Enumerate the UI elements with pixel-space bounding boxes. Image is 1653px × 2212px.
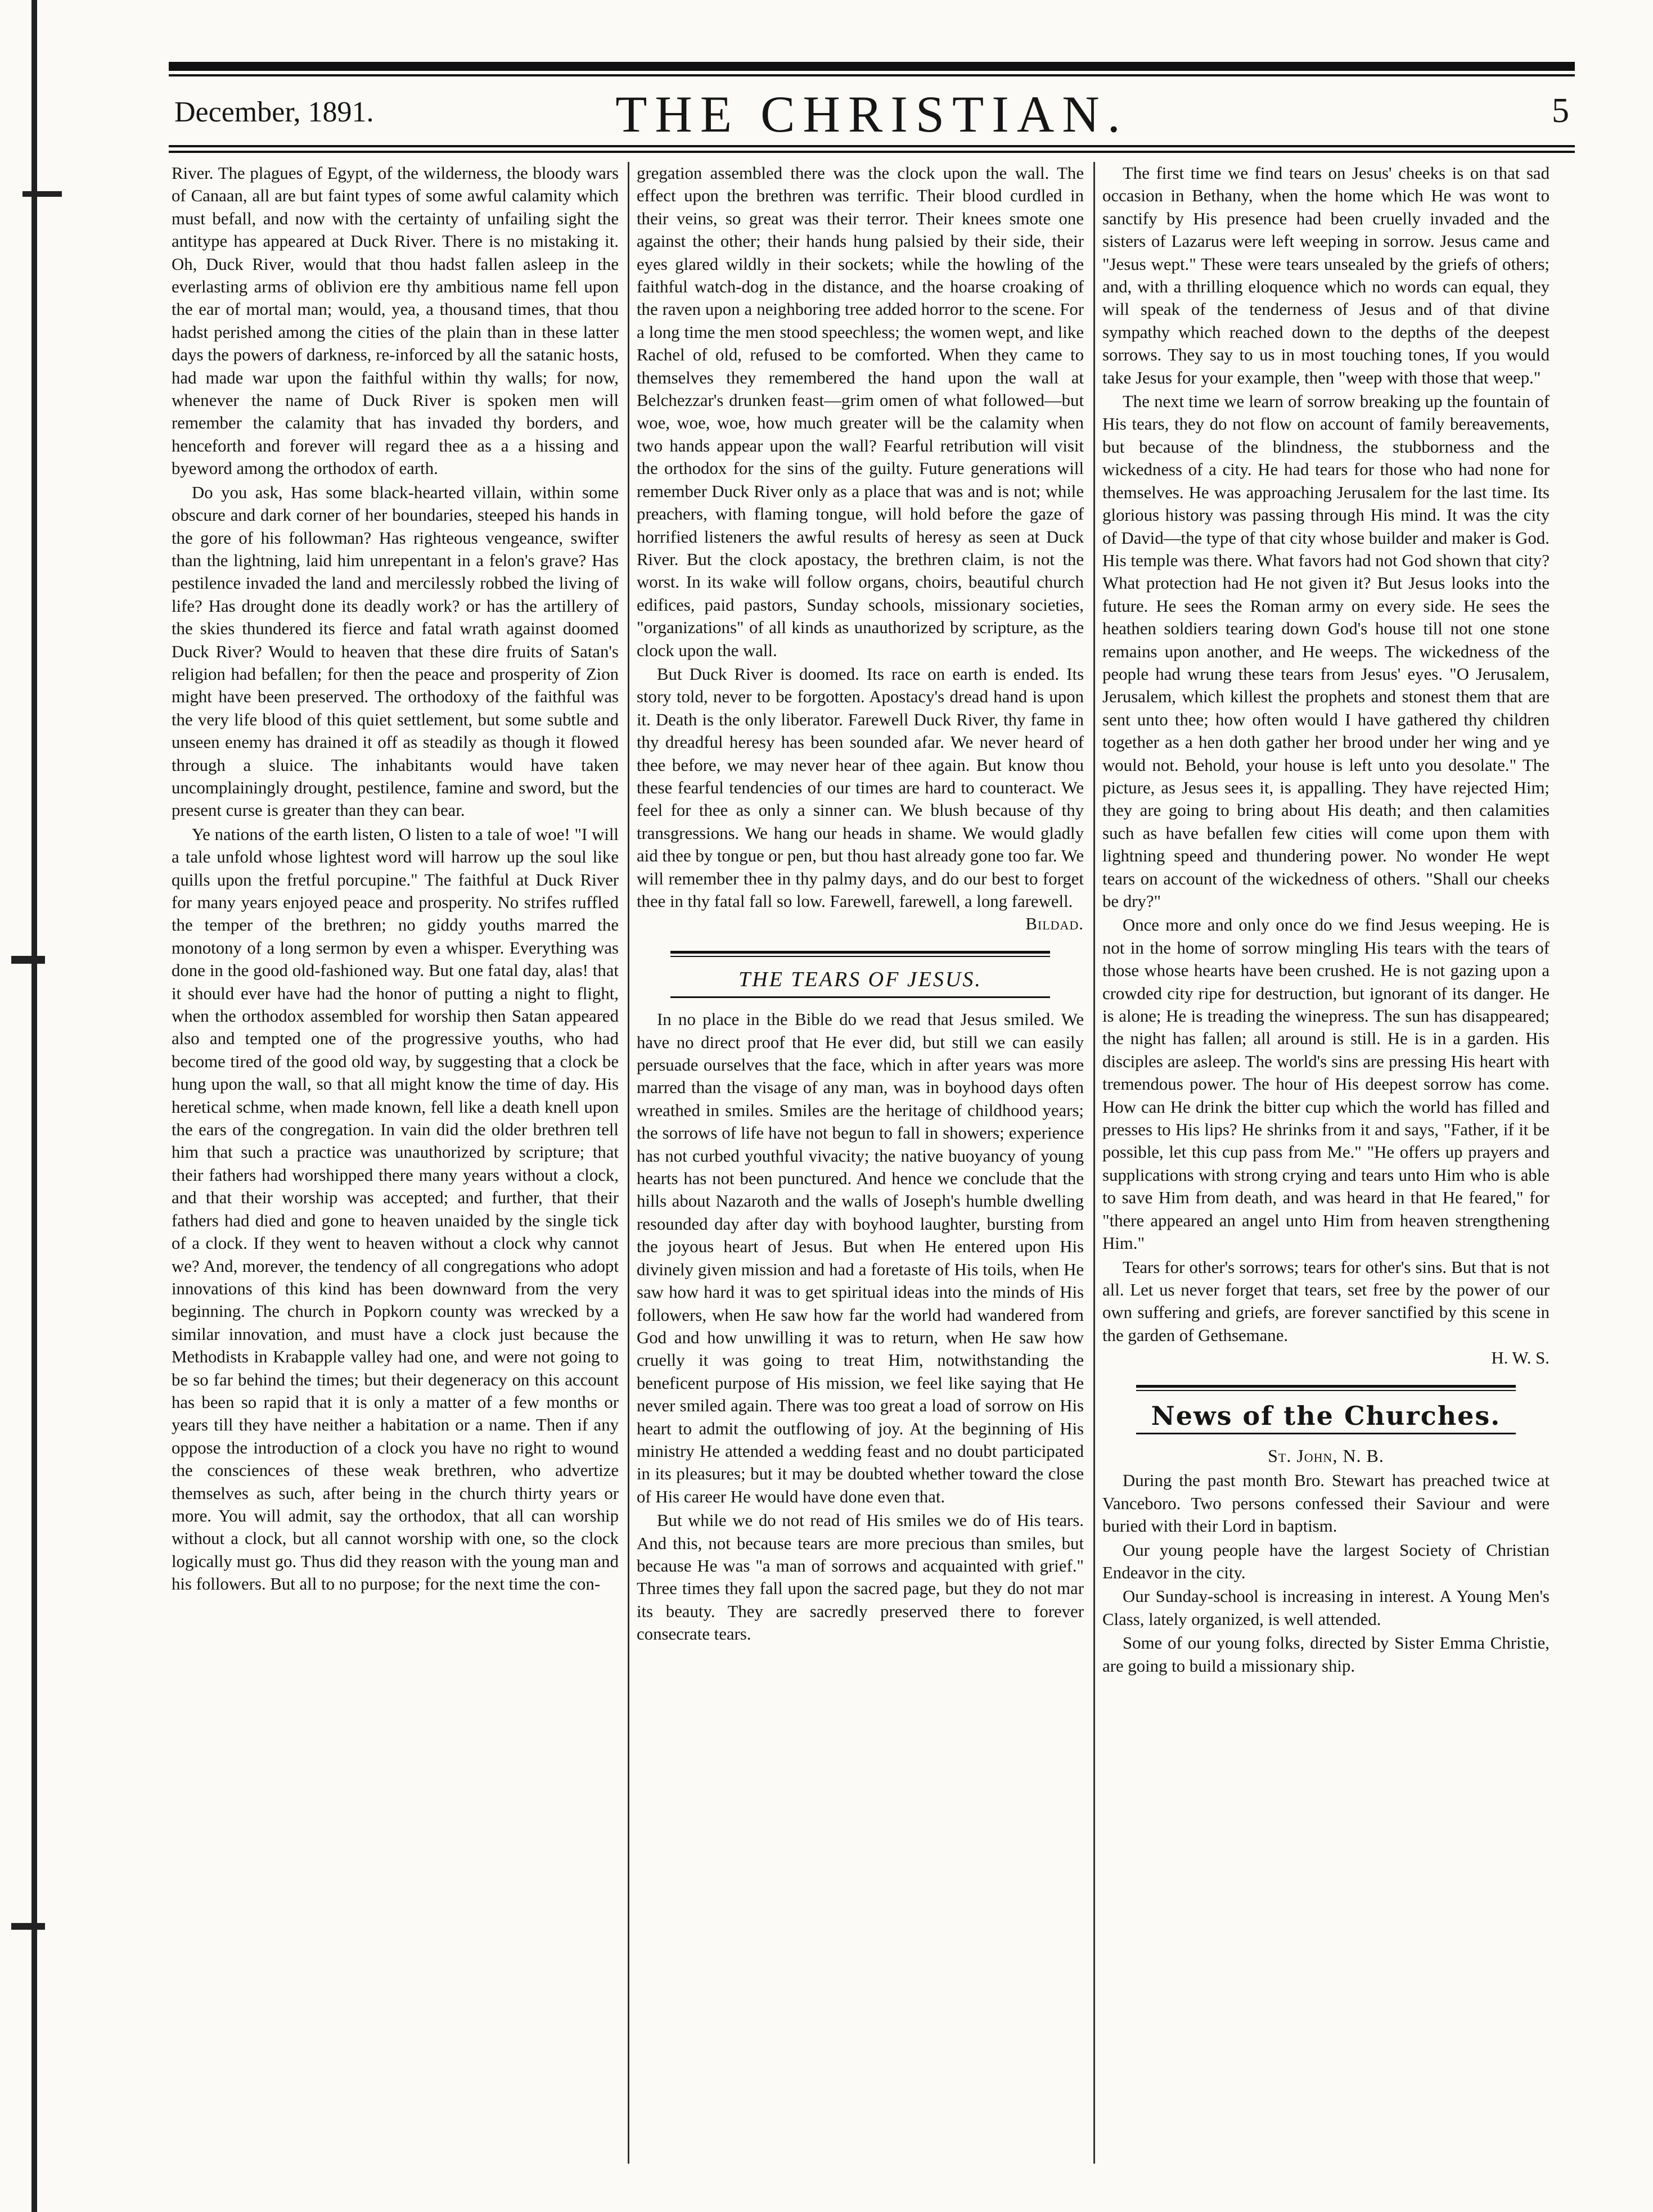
title-underline	[670, 996, 1050, 998]
column-3	[1102, 162, 1550, 1677]
article-paragraph: River. The plagues of Egypt, of the wilderness, the bloody wars of Canaan, all are but faint types of some awful calamity which must befall, and now with the certainty of unfailing sight the antitype has appeared at Duck River. There is no mistaking it. Oh, Duck River, would that thou hadst fallen asleep in the everlasting arms of oblivion ere thy ambitious name fell upon the ear of mortal man; would, yea, a thousand times, that thou hadst perished among the cities of the plain than in these latter days the powers of darkness, re-inforced by all the satanic hosts, had made war upon the faithful within thy walls; for now, whenever the name of Duck River is spoken men will remember the calamity that has invaded thy borders, and henceforth and forever will regard thee as a a hissing and byeword among the orthodox of earth.	[172, 164, 619, 478]
news-paragraph: Our young people have the largest Society of Christian Endeavor in the city.	[1102, 1540, 1550, 1582]
article-paragraph: Tears for other's sorrows; tears for other's sins. But that is not all. Let us never forget that tears, set free by the power of our own suffering and griefs, are forever sanctified by this scene in the garden of Gethsemane.	[1102, 1257, 1550, 1345]
page-header	[169, 84, 1575, 152]
news-paragraph: Some of our young folks, directed by Sister Emma Christie, are going to build a missionary ship.	[1102, 1633, 1550, 1676]
masthead-rule-top-thin	[169, 74, 1575, 76]
news-paragraph: During the past month Bro. Stewart has preached twice at Vanceboro. Two persons confessed their Saviour and were buried with their Lord in baptism.	[1102, 1471, 1550, 1536]
article-paragraph: Once more and only once do we find Jesus weeping. He is not in the home of sorrow mingling His tears with the tears of those whose hearts have been crushed. He is not gazing upon a crowded city ripe for destruction, but ignorant of its danger. He is alone; He is treading the winepress. The sun has disappeared; the night has fallen; all around is still. He is in a garden. His disciples are asleep. The world's sins are pressing His heart with tremendous power. The hour of His deepest sorrow has come. How can He drink the bitter cup which the world has filled and presses to His lips? He shrinks from it and says, "Father, if it be possible, let this cup pass from Me." "He offers up prayers and supplications with strong crying and tears unto Him who is able to save Him from death, and was heard in that He feared," for "there appeared an angel unto Him from heaven strengthening Him."	[1102, 915, 1550, 1253]
news-place-heading: St. John, N. B.	[1268, 1445, 1384, 1466]
masthead-rule-bottom-2	[169, 151, 1575, 153]
section-divider	[670, 949, 1050, 959]
article-signature-line	[637, 913, 1084, 935]
section-divider	[1136, 1383, 1516, 1393]
title-underline	[1136, 1433, 1516, 1434]
column-1	[172, 162, 619, 1596]
column-divider	[1093, 162, 1095, 2164]
article-signature-line	[1102, 1347, 1550, 1369]
publication-title: THE CHRISTIAN.	[615, 85, 1128, 143]
edge-mark	[11, 1923, 45, 1930]
issue-date: December, 1891.	[174, 96, 374, 128]
article-paragraph: The next time we learn of sorrow breaking up the fountain of His tears, they do not flow on account of family bereavements, but because of the blindness, the stubborness and the wickedness of a city. He had tears for those who had none for themselves. He was approaching Jerusalem for the last time. Its glorious history was passing through His mind. It was the city of David—the type of that city whose builder and maker is God. His temple was there. What favors had not God shown that city? What protection had He not given it? But Jesus looks into the future. He sees the Roman army on every side. He sees the heathen soldiers tearing down God's house till not one stone remains upon another, and He weeps. The wickedness of the people had wrung these tears from Jesus' eyes. "O Jerusalem, Jerusalem, which killest the prophets and stonest them that are sent unto thee; how often would I have gathered thy children together as a hen doth gather her brood under her wing and ye would not. Behold, your house is left unto you desolate." The picture, as Jesus sees it, is appalling. They have rejected Him; they are going to bring about His death; and then calamities such as have befallen few cities will come upon them with lightning speed and thundering power. No wonder He wept tears on account of the wickedness of others. "Shall our cheeks be dry?"	[1102, 392, 1550, 911]
article-paragraph: In no place in the Bible do we read that Jesus smiled. We have no direct proof that He ever did, but still we can easily persuade ourselves that the face, which in after years was more marred than the visage of any man, was in boyhood days often wreathed in smiles. Smiles are the heritage of childhood years; the sorrows of life have not begun to fall in showers; experience has not curbed youthful vivacity; the native buoyancy of young hearts has not been punctured. And hence we conclude that the hills about Nazaroth and the walls of Joseph's humble dwelling resounded day after day with boyhood laughter, bursting from the joyous heart of Jesus. But when He entered upon His divinely given mission and had a foretaste of His toils, when He saw how hard it was to get spiritual ideas into the minds of His followers, when He saw how far the world had wandered from God and how unwilling it was to return, when He saw how cruelly it was going to treat Him, notwithstanding the beneficent purpose of His mission, we feel like saying that He never smiled again. There was too great a load of sorrow on His heart to admit the outflowing of joy. At the beginning of His ministry He attended a wedding feast and no doubt participated in its pleasures; but it may be doubted whether toward the close of His career He would have done even that.	[637, 1010, 1084, 1506]
masthead-rule-bottom	[169, 145, 1575, 147]
news-paragraph: Our Sunday-school is increasing in interest. A Young Men's Class, lately organized, is well attended.	[1102, 1587, 1550, 1629]
author-signature: Bildad.	[1025, 914, 1084, 934]
masthead-rule-top	[169, 62, 1575, 71]
article-paragraph: But while we do not read of His smiles we do of His tears. And this, not because tears are more precious than smiles, but because He was "a man of sorrows and acquainted with grief." Three times they fall upon the sacred page, but they do not mar its beauty. They are sacredly preserved there to forever consecrate tears.	[637, 1511, 1084, 1644]
author-signature: H. W. S.	[1491, 1348, 1550, 1368]
binding-edge-rule	[31, 0, 37, 2212]
article-paragraph: But Duck River is doomed. Its race on earth is ended. Its story told, never to be forgotten. Apostacy's dread hand is upon it. Death is the only liberator. Farewell Duck River, thy fame in thy dreadful heresy has been sounded afar. We never heard of thee before, we may never hear of thee again. But know thou these fearful tendencies of our times are hard to counteract. We feel for thee as only a sinner can. We blush because of thy transgressions. We hang our heads in shame. We would gladly aid thee by tongue or pen, but thou hast already gone too far. We will remember thee in thy palmy days, and do our best to forget thee in thy fatal fall so low. Farewell, farewell, a long farewell.	[637, 664, 1084, 911]
article-paragraph: gregation assembled there was the clock upon the wall. The effect upon the brethren was terrific. Their blood curdled in their veins, so great was their terror. Their knees smote one against the other; their hands hung palsied by their side, their eyes glared wildly in their sockets; while the howling of the faithful watch-dog in the distance, and the hoarse croaking of the raven upon a neighboring tree added horror to the scene. For a long time the men stood speechless; the women wept, and like Rachel of old, refused to be comforted. When they came to themselves they remembered the hand upon the wall at Belchezzar's drunken feast—grim omen of what followed—but woe, woe, woe, how much greater will be the calamity when two hands appear upon the wall? Fearful retribution will visit the orthodox for the sins of the guilty. Future generations will remember Duck River only as a place that was and is not; while preachers, with flaming tongue, will hold before the gaze of horrified listeners the awful results of heresy as seen at Duck River. But the clock apostacy, the brethren claim, is not the worst. In its wake will follow organs, choirs, beautiful church edifices, paid pastors, Sunday schools, missionary societies, "organizations" of all kinds as unauthorized by scripture, as the clock upon the wall.	[637, 164, 1084, 660]
column-divider	[628, 162, 629, 2164]
edge-mark	[11, 956, 45, 964]
article-paragraph: The first time we find tears on Jesus' cheeks is on that sad occasion in Bethany, when the home which He was wont to sanctify by His presence had been cruelly invaded and the sisters of Lazarus were left weeping in sorrow. Jesus came and "Jesus wept." These were tears unsealed by the griefs of others; and, with a thrilling eloquence which no words can equal, they will speak of the tenderness of Jesus and of that divine sympathy which reached down to the depths of the deepest sorrows. They say to us in most touching tones, If you would take Jesus for your example, then "weep with those that weep."	[1102, 164, 1550, 387]
section-title: THE TEARS OF JESUS.	[738, 967, 982, 991]
article-paragraph: Ye nations of the earth listen, O listen to a tale of woe! "I will a tale unfold whose lightest word will harrow up the soul like quills upon the fretful porcupine." The faithful at Duck River for many years enjoyed peace and prosperity. No strifes ruffled the temper of the brethren; no giddy youths marred the monotony of a long sermon by even a whisper. Everything was done in the good old-fashioned way. But one fatal day, alas! that it should ever have had the honor of putting a night to flight, when the orthodox assembled for worship then Satan appeared also and tempted one of the progressive youths, who had become tired of the good old way, by suggesting that a clock be hung upon the wall, so that all might know the time of day. His heretical schme, when made known, fell like a death knell upon the ears of the congregation. In vain did the older brethren tell him that such a practice was unauthorized by scripture; that their fathers had worshipped there many years without a clock, and that their worship was accepted; and further, that their fathers had died and gone to heaven unaided by the single tick of a clock. If they went to heaven without a clock why cannot we? And, morever, the tendency of all congregations who adopt innovations of this kind has been downward from the very beginning. The church in Popkorn county was wrecked by a similar innovation, and must have a clock just because the Methodists in Krabapple valley had one, and were not going to be so far behind the times; but their degeneracy on this account has been so rapid that it is only a matter of a few months or years till they have neither a habitation or a name. Then if any oppose the introduction of a clock you have no right to wound the consciences of these weak brethren, who advertize themselves as such, after being in the church thirty years or more. You will admit, say the orthodox, that all can worship without a clock, but all cannot worship with one, so the clock logically must go. Thus did they reason with the young man and his followers. But all to no purpose; for the next time the con-	[172, 824, 619, 1594]
page-number: 5	[1552, 92, 1569, 130]
column-2	[637, 162, 1084, 1646]
news-section-title: News of the Churches.	[1151, 1400, 1501, 1431]
edge-mark	[22, 191, 62, 197]
article-paragraph: Do you ask, Has some black-hearted villain, within some obscure and dark corner of her boundaries, steeped his hands in the gore of his followman? Has righteous vengeance, swifter than the lightning, laid him unrepentant in a felon's grave? Has pestilence invaded the land and mercilessly robbed the living of life? Has drought done its deadly work? or has the artillery of the skies thundered its fierce and fatal wrath against doomed Duck River? Would to heaven that these dire fruits of Satan's religion had befallen; for then the peace and prosperity of Zion might have been preserved. The orthodoxy of the faithful was the very life blood of this quiet settlement, but some subtle and unseen enemy has drained it off as steadily as though it flowed through a sluice. The inhabitants would have taken uncomplainingly drought, pestilence, famine and sword, but the present curse is greater than they can bear.	[172, 482, 619, 820]
